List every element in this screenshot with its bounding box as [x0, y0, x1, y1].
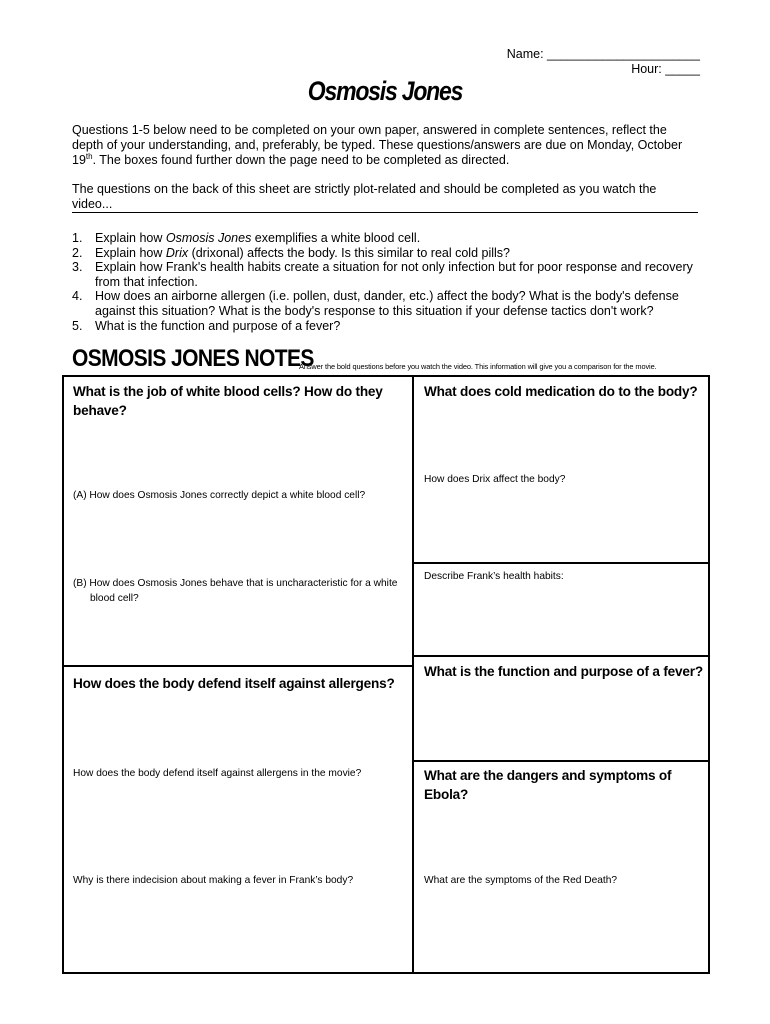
wbc-depiction-question: (A) How does Osmosis Jones correctly depict a white blood cell? — [73, 490, 366, 501]
wbc-b-line2: blood cell? — [90, 593, 139, 604]
grid-center-divider — [412, 375, 414, 974]
grid-left-divider — [62, 665, 413, 667]
question-number: 5. — [72, 318, 83, 333]
intro-paragraph-1 — [72, 123, 712, 168]
wbc-b-line1: (B) How does Osmosis Jones behave that is uncharacteristic for a white — [73, 578, 398, 589]
intro-p1-line3-rest: . The boxes found further down the page need to be completed as directed. — [92, 153, 510, 167]
frank-habits-question: Describe Frank’s health habits: — [424, 571, 564, 582]
intro-paragraph-2 — [72, 182, 712, 212]
intro-p2-line2: video... — [72, 197, 113, 211]
intro-p1-line2: depth of your understanding, and, preferably, be typed. These questions/answers are due on Monday, October — [72, 138, 683, 152]
allergens-movie-question: How does the body defend itself against allergens in the movie? — [73, 768, 362, 779]
intro-p2-line1: The questions on the back of this sheet are strictly plot-related and should be completed as you watch the — [72, 182, 657, 196]
notes-heading: OSMOSIS JONES NOTES — [72, 345, 314, 372]
question-text: What is the function and purpose of a fever? — [95, 318, 341, 333]
intro-p1-line3 — [72, 153, 712, 168]
question-item — [72, 260, 712, 289]
wbc-uncharacteristic-question — [73, 576, 408, 606]
due-date: 19 — [72, 153, 86, 167]
question-number: 1. — [72, 231, 83, 245]
divider-rule — [72, 212, 698, 213]
question-item — [72, 231, 712, 246]
question-list — [72, 231, 712, 333]
ebola-question: What are the dangers and symptoms of Ebola? — [424, 768, 672, 802]
grid-right-divider-2 — [413, 655, 710, 657]
wbc-job-question: What is the job of white blood cells? How do they behave? — [73, 384, 383, 418]
question-text: Explain how Osmosis Jones exemplifies a white blood cell. — [95, 231, 421, 245]
question-number: 4. — [72, 289, 83, 304]
name-field-label: Name: ______________________ — [506, 47, 700, 61]
fever-purpose-question: What is the function and purpose of a fever? — [424, 664, 703, 679]
question-item — [72, 319, 712, 334]
cold-medication-question: What does cold medication do to the body? — [424, 384, 698, 399]
notes-instructions: Answer the bold questions before you watch the video. This information will give you a comparison for the movie. — [299, 362, 657, 371]
drix-affect-question: How does Drix affect the body? — [424, 474, 566, 485]
question-item — [72, 246, 712, 261]
question-number: 3. — [72, 260, 83, 275]
fever-indecision-question: Why is there indecision about making a fever in Frank’s body? — [73, 875, 354, 886]
grid-right-divider-3 — [413, 760, 710, 762]
red-death-question: What are the symptoms of the Red Death? — [424, 875, 618, 886]
date-suffix: th — [85, 151, 93, 161]
hour-field-label: Hour: _____ — [631, 62, 700, 76]
grid-right-divider-1 — [413, 562, 710, 564]
question-text: Explain how Frank's health habits create a situation for not only infection but for poor response and recovery from that infection. — [95, 260, 693, 289]
question-number: 2. — [72, 245, 83, 260]
page-title: Osmosis Jones — [307, 75, 463, 106]
allergens-question: How does the body defend itself against allergens? — [73, 676, 395, 691]
question-text: Explain how Drix (drixonal) affects the body. Is this similar to real cold pills? — [95, 245, 510, 260]
question-text: How does an airborne allergen (i.e. pollen, dust, dander, etc.) affect the body? What is the body's defense against this situation? What is the body's response to this situation if your defense tactics don't work? — [95, 289, 679, 318]
intro-p1-line1: Questions 1-5 below need to be completed on your own paper, answered in complete sentences, reflect the — [72, 123, 667, 137]
question-item — [72, 289, 712, 318]
